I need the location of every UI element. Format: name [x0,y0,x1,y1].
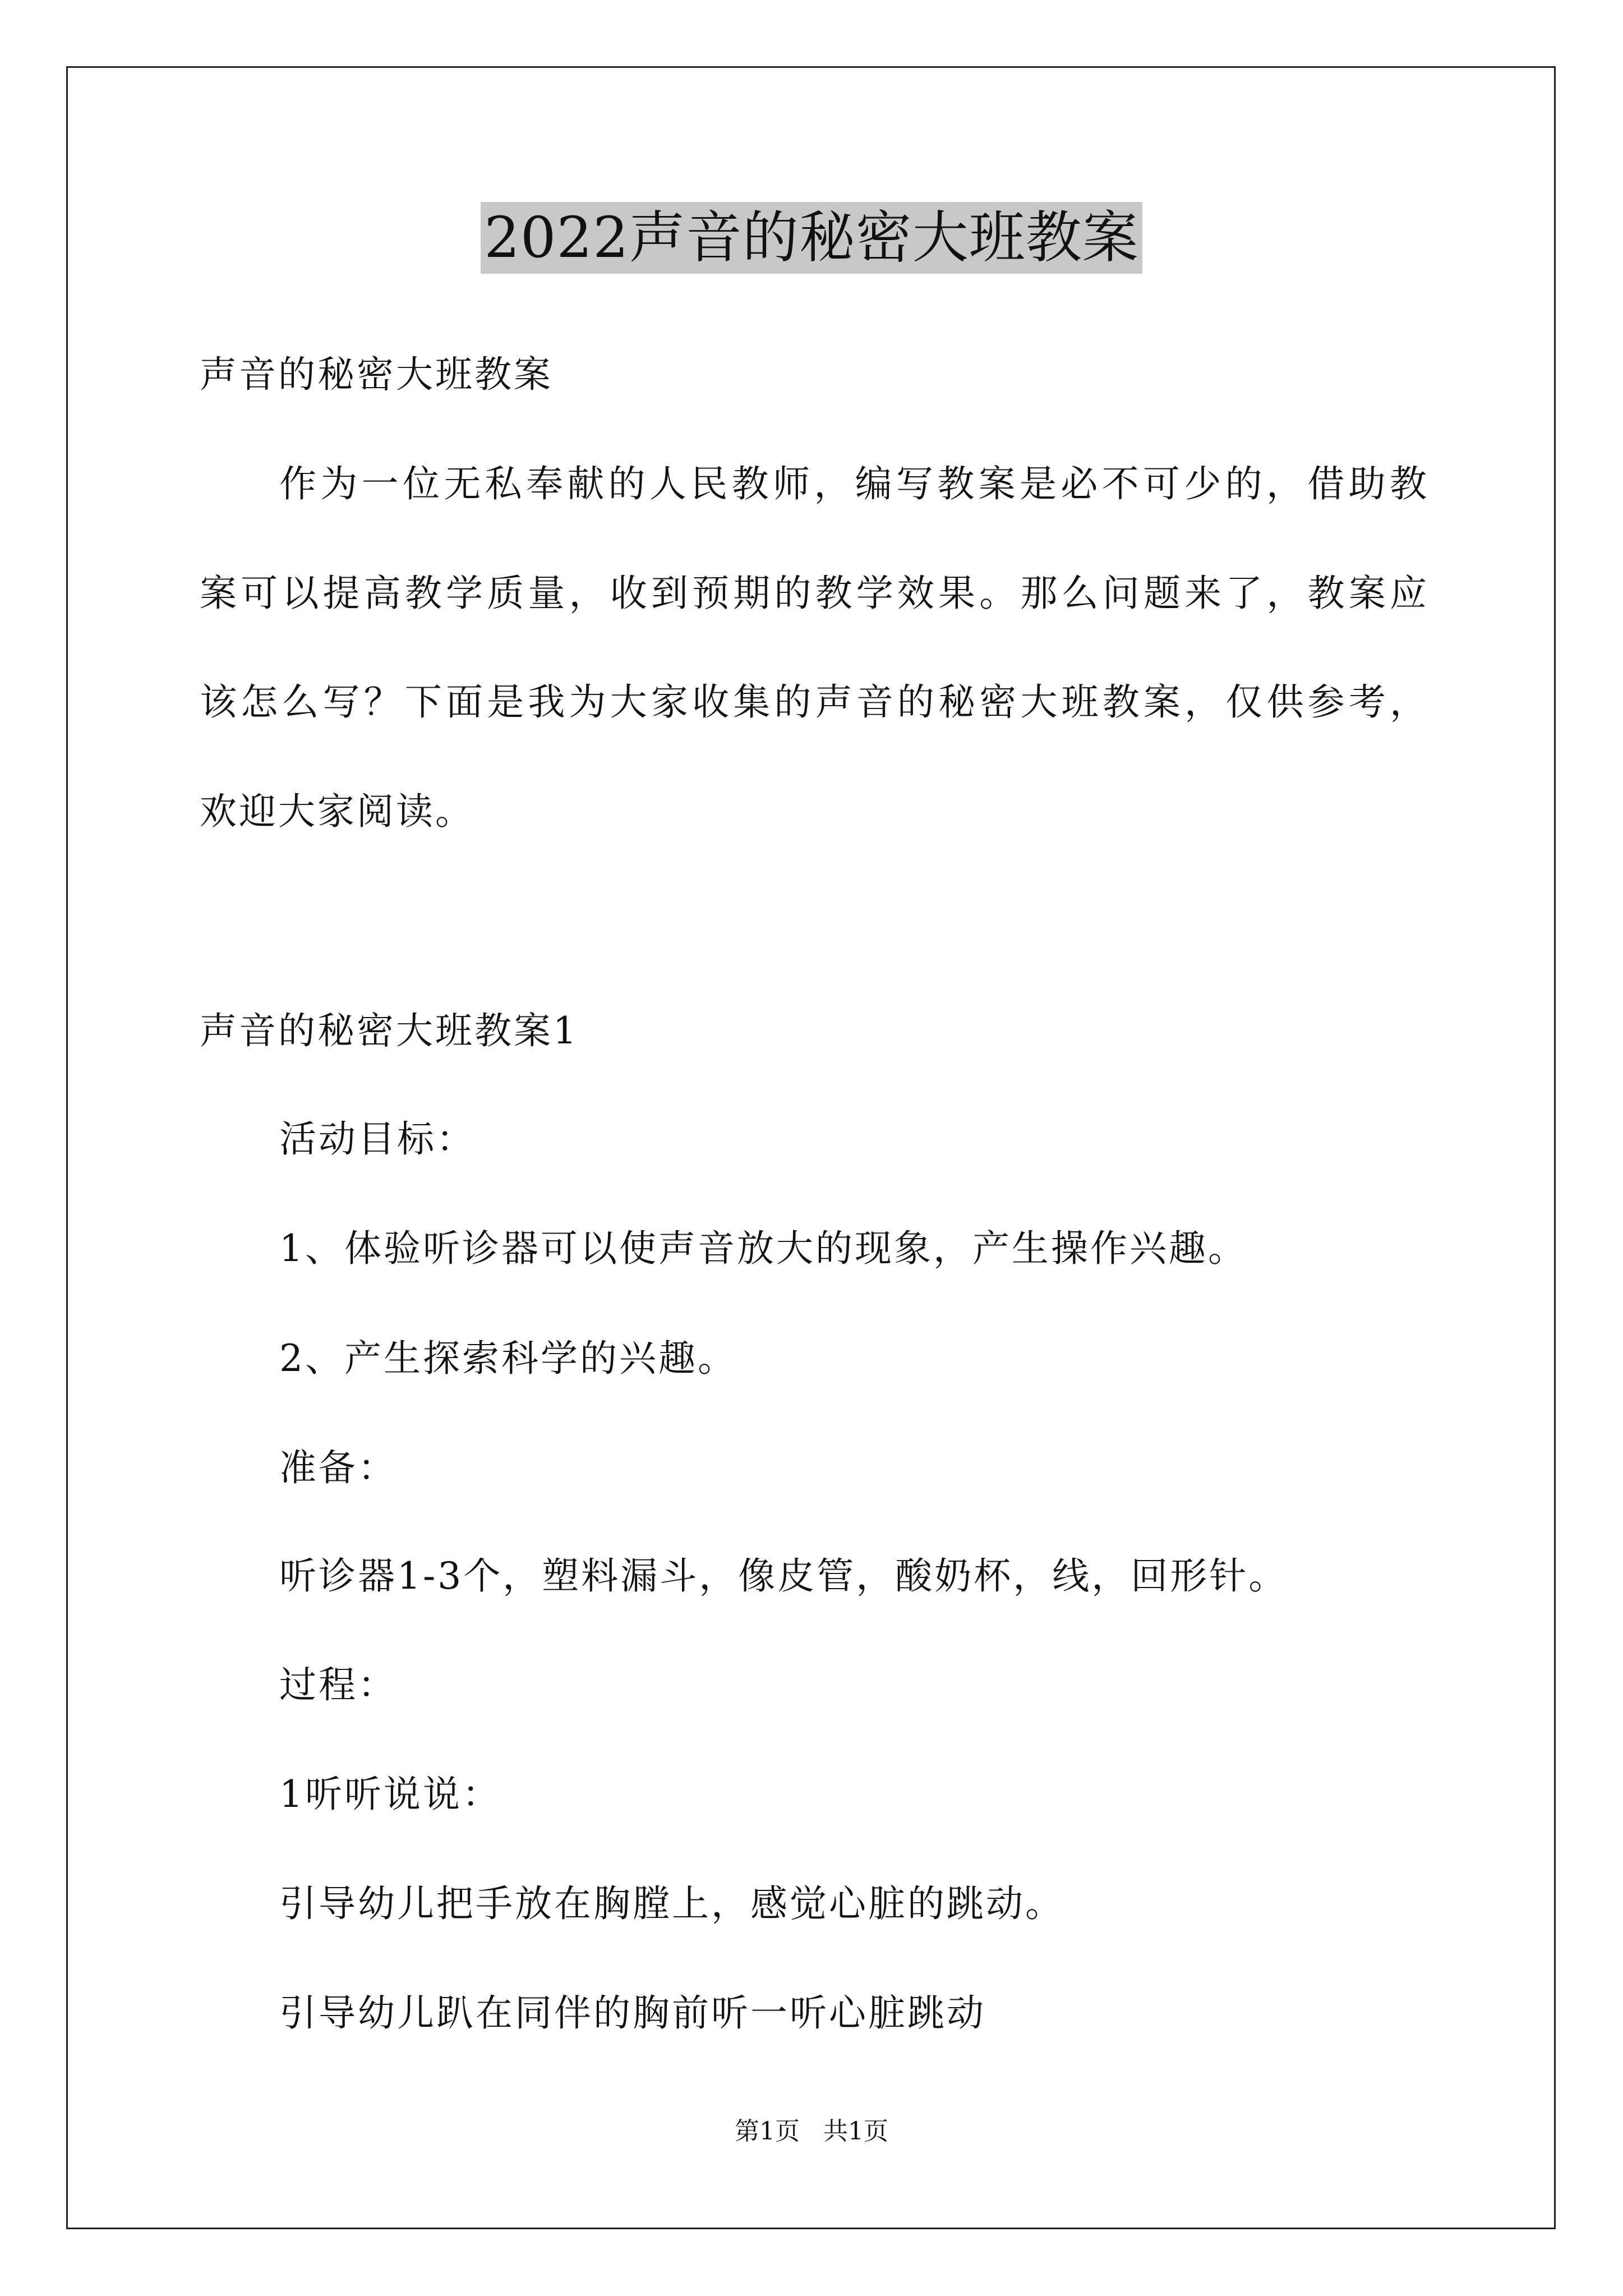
body-line: 1、体验听诊器可以使声音放大的现象，产生操作兴趣。 [279,1227,1247,1270]
body-line: 1听听说说： [279,1773,501,1816]
body-line: 2、产生探索科学的兴趣。 [279,1337,737,1380]
section-heading: 声音的秘密大班教案1 [200,1009,579,1052]
body-line: 引导幼儿把手放在胸膛上，感觉心脏的跳动。 [279,1882,1064,1925]
intro-paragraph-line: 作为一位无私奉献的人民教师，编写教案是必不可少的，借助教 [279,462,1427,505]
body-line: 听诊器1-3个，塑料漏斗，像皮管，酸奶杯，线，回形针。 [279,1554,1288,1598]
body-line: 准备： [279,1446,397,1489]
document-subtitle: 声音的秘密大班教案 [200,353,553,396]
title-container [0,202,1623,275]
body-line: 活动目标： [279,1117,476,1161]
intro-paragraph-line: 案可以提高教学质量，收到预期的教学效果。那么问题来了，教案应 [200,572,1427,615]
intro-paragraph-line: 欢迎大家阅读。 [200,790,474,833]
intro-paragraph-line: 该怎么写？下面是我为大家收集的声音的秘密大班教案，仅供参考， [200,680,1427,724]
body-line: 过程： [279,1663,397,1706]
body-line: 引导幼儿趴在同伴的胸前听一听心脏跳动 [279,1991,986,2035]
page-footer: 第1页 共1页 [735,2117,888,2146]
document-title: 2022声音的秘密大班教案 [481,202,1142,274]
